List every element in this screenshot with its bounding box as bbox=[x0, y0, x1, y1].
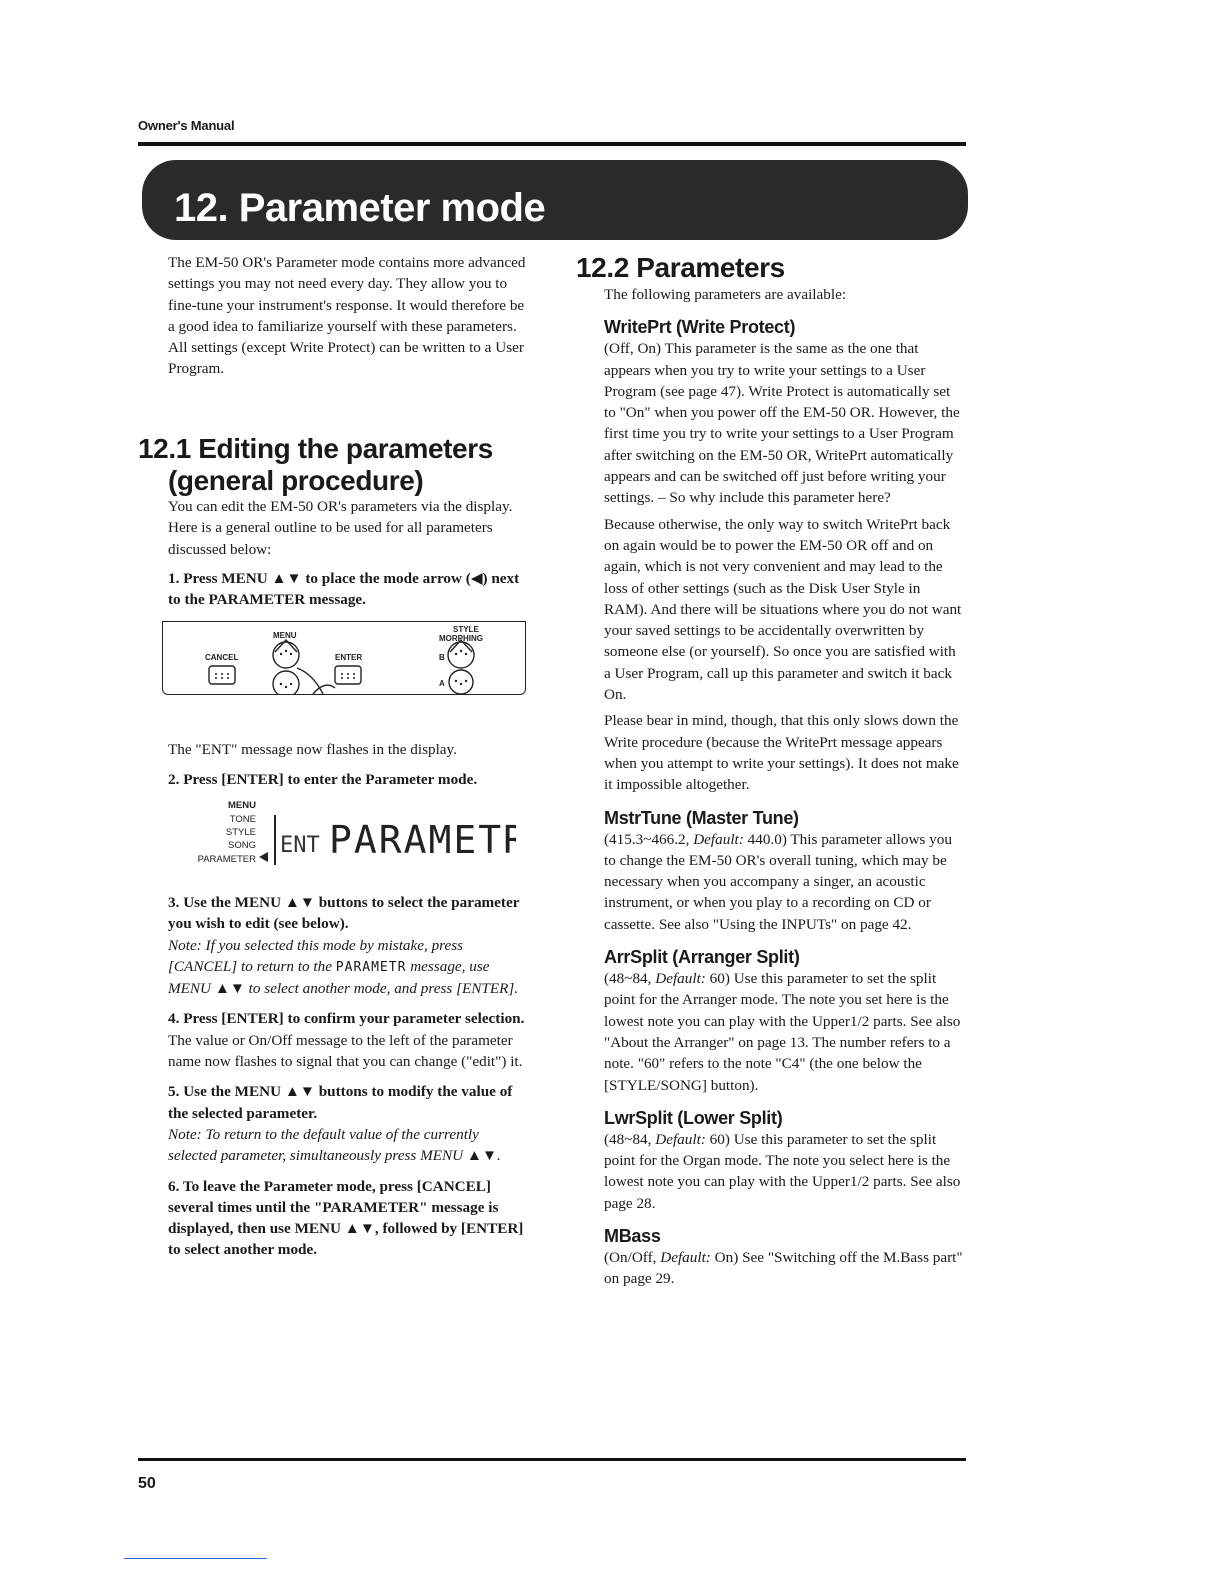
section-12-2-title: 12.2 Parameters bbox=[576, 252, 785, 283]
lcd-parameter-label: PARAMETER bbox=[197, 854, 256, 865]
step-2: 2. Press [ENTER] to enter the Parameter mode. bbox=[168, 771, 478, 789]
panel-style-label: STYLE bbox=[453, 625, 479, 634]
step-3: 3. Use the MENU ▲▼ buttons to select the parameter you wish to edit (see below). bbox=[168, 894, 520, 933]
left-body-upper: You can edit the EM-50 OR's parameters via the display. Here is a general outline to be used for all parameters discussed below: 1. Press MENU ▲▼ to place the mode arrow (◀) next to the PARAMETER message. bbox=[168, 496, 528, 610]
bottom-link-underline bbox=[124, 1558, 267, 1559]
panel-cancel-label: CANCEL bbox=[205, 653, 239, 662]
manual-header-label: Owner's Manual bbox=[138, 118, 235, 133]
left-body-middle: The "ENT" message now flashes in the display. 2. Press [ENTER] to enter the Parameter mode. bbox=[168, 739, 528, 791]
intro-paragraph: The EM-50 OR's Parameter mode contains more advanced settings you may not need every day. They allow you to fine-tune your instrument's response. It would therefore be a good idea to familiarize yourself with these parameters. All settings (except Write Protect) can be written to a User Program. bbox=[168, 254, 526, 378]
lcd-tone-label: TONE bbox=[229, 814, 256, 825]
lcd-style-label: STYLE bbox=[225, 827, 256, 838]
lcd-ent-text: ENT bbox=[280, 833, 320, 858]
chapter-title: 12. Parameter mode bbox=[174, 186, 546, 230]
style-b-icon bbox=[448, 642, 474, 668]
step-4: 4. Press [ENTER] to confirm your parameter selection. bbox=[168, 1010, 525, 1028]
panel-diagram bbox=[162, 621, 526, 695]
header-rule bbox=[138, 142, 966, 146]
menu-up-icon bbox=[273, 642, 299, 668]
lcd-menu-label: MENU bbox=[228, 800, 256, 811]
writeprt-heading: WritePrt (Write Protect) bbox=[604, 317, 796, 338]
panel-menu-label: MENU bbox=[273, 631, 297, 640]
note-5: Note: To return to the default value of the currently selected parameter, simultaneously press MENU ▲▼. bbox=[168, 1125, 501, 1165]
menu-down-icon bbox=[273, 671, 299, 694]
arrsplit-heading: ArrSplit (Arranger Split) bbox=[604, 947, 800, 968]
page-number: 50 bbox=[138, 1475, 156, 1492]
panel-morphing-label: MORPHING bbox=[439, 634, 483, 643]
lcd-display-illustration bbox=[196, 797, 516, 874]
lcd-song-label: SONG bbox=[228, 840, 256, 851]
mbass-heading: MBass bbox=[604, 1225, 661, 1246]
section-12-1-title: 12.1 Editing the parameters (general procedure) bbox=[138, 433, 493, 496]
panel-illustration bbox=[163, 622, 525, 694]
step-6: 6. To leave the Parameter mode, press [CANCEL] several times until the "PARAMETER" message is displayed, then use MENU ▲▼, followed by [ENTER] to select another mode. bbox=[168, 1177, 524, 1259]
finger-icon bbox=[297, 668, 323, 694]
mstrtune-heading: MstrTune (Master Tune) bbox=[604, 807, 799, 828]
lcd-parameter-text: PARAMETR bbox=[329, 818, 516, 862]
style-a-icon bbox=[449, 670, 473, 694]
left-body-lower: 3. Use the MENU ▲▼ buttons to select the parameter you wish to edit (see below). Note: If you selected this mode by mistake, press [CANCEL] to return to the PARAMETR message, use MENU ▲▼ to select another mode, and press [ENTER]. 4. Press [ENTER] to confirm your parameter selection. The value or On/Off message to the left of the parameter name now flashes to signal that you can change ("edit") it. 5. Use the MENU ▲▼ buttons to modify the value of the selected parameter. Note: To return to the default value of the currently selected parameter, simultaneously press MENU ▲▼. 6. To leave the Parameter mode, press [CANCEL] several times until the "PARAMETER" message is displayed, then use MENU ▲▼, followed by [ENTER] to select another mode. bbox=[168, 892, 528, 1261]
footer-rule bbox=[138, 1458, 966, 1461]
step-1: 1. Press MENU ▲▼ to place the mode arrow (◀) next to the PARAMETER message. bbox=[168, 569, 520, 609]
mode-arrow-icon bbox=[259, 852, 268, 862]
step-5: 5. Use the MENU ▲▼ buttons to modify the value of the selected parameter. bbox=[168, 1083, 513, 1122]
panel-b-label: B bbox=[439, 653, 445, 662]
lwrsplit-heading: LwrSplit (Lower Split) bbox=[604, 1107, 783, 1128]
right-body: The following parameters are available: WritePrt (Write Protect) (Off, On) This parameter is the same as the one that appears when you try to write your settings to a User Program (see page 47). Write Protect is automatically set to "On" when you power off the EM-50 OR. However, the first time you try to write your settings to a User Program after switching on the EM-50 OR, WritePrt automatically appears and can be switched off just before writing your settings. – So why include this parameter here? Because otherwise, the only way to switch WritePrt back on again would be to power the EM-50 OR off and on again, which is not very convenient and may lead to the loss of other settings (such as the Disk User Style in RAM). And there will be situations where you do not want your saved settings to be accidentally overwritten by someone else (or yourself). So once you are satisfied with a User Program, call up this parameter and switch it back On. Please bear in mind, though, that this only slows down the Write procedure (because the WritePrt message appears when you attempt to write your settings). It does not make it impossible altogether. MstrTune (Master Tune) (415.3~466.2, Default: 440.0) This parameter allows you to change the EM-50 OR's overall tuning, which may be necessary when you accompany a singer, an acoustic instrument, or when you play to a recording on CD or cassette. See also "Using the INPUTs" on page 42. ArrSplit (Arranger Split) (48~84, Default: 60) Use this parameter to set the split point for the Arranger mode. The note you set here is the lowest note you can play with the Upper1/2 parts. See also "About the Arranger" on page 13. The number refers to a note. "60" refers to the note "C4" (the one below the [STYLE/SONG] button). LwrSplit (Lower Split) (48~84, Default: 60) Use this parameter to set the split point for the Organ mode. The note you select here is the lowest note you can play with the Upper1/2 parts. See also page 28. MBass (On/Off, Default: On) See "Switching off the M.Bass part" on page 29. bbox=[604, 286, 963, 1288]
panel-a-label: A bbox=[439, 679, 445, 688]
panel-enter-label: ENTER bbox=[335, 653, 363, 662]
note-3: Note: If you selected this mode by mistake, press [CANCEL] to return to the PARAMETR message, use MENU ▲▼ to select another mode, and press [ENTER]. bbox=[168, 936, 519, 998]
lcd-svg bbox=[196, 797, 516, 869]
